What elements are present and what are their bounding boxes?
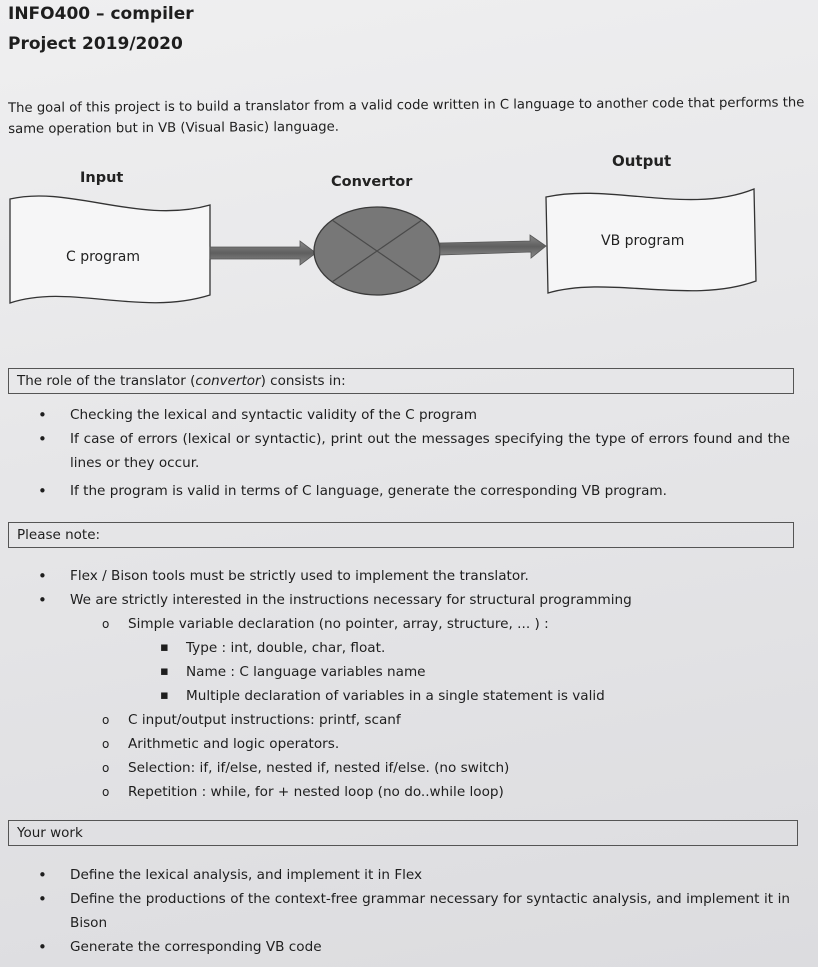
role-list bbox=[70, 403, 790, 503]
note-subsublist bbox=[186, 636, 786, 708]
role-section-header bbox=[8, 368, 794, 394]
list-item: o Repetition : while, for + nested loop (no do..while loop) bbox=[128, 780, 788, 804]
list-item: • Flex / Bison tools must be strictly used to implement the translator. bbox=[70, 564, 790, 588]
list-item: • Generate the corresponding VB code bbox=[70, 935, 790, 959]
arrow-to-convertor bbox=[210, 241, 316, 265]
input-box-text: C program bbox=[66, 249, 140, 265]
list-item: ▪ Type : int, double, char, float. bbox=[186, 636, 786, 660]
role-title-suffix: ) consists in: bbox=[260, 373, 346, 389]
list-item: ▪ Name : C language variables name bbox=[186, 660, 786, 684]
note-sublist bbox=[128, 612, 788, 636]
note-section-header: Please note: bbox=[8, 522, 794, 548]
input-label: Input bbox=[80, 170, 124, 186]
list-item: • If the program is valid in terms of C language, generate the corresponding VB program. bbox=[70, 479, 790, 503]
list-item: o Arithmetic and logic operators. bbox=[128, 732, 788, 756]
list-item: ▪ Multiple declaration of variables in a single statement is valid bbox=[186, 684, 786, 708]
output-box-text: VB program bbox=[601, 233, 685, 249]
work-list bbox=[70, 863, 790, 959]
intro-paragraph: The goal of this project is to build a translator from a valid code written in C language to another code that performs the same operation but in VB (Visual Basic) language. bbox=[8, 95, 805, 137]
list-item: o C input/output instructions: printf, scanf bbox=[128, 708, 788, 732]
list-item: • We are strictly interested in the instructions necessary for structural programming bbox=[70, 588, 790, 612]
list-item: o Selection: if, if/else, nested if, nested if/else. (no switch) bbox=[128, 756, 788, 780]
role-title-prefix: The role of the translator ( bbox=[17, 373, 196, 389]
translator-diagram bbox=[0, 145, 818, 315]
list-item: o Simple variable declaration (no pointer, array, structure, ... ) : bbox=[128, 612, 788, 636]
list-item: • Define the lexical analysis, and implement it in Flex bbox=[70, 863, 790, 887]
note-sublist-continued bbox=[128, 708, 788, 804]
work-section-header: Your work bbox=[8, 820, 798, 846]
role-title-emphasis: convertor bbox=[195, 373, 261, 389]
list-item: • Checking the lexical and syntactic validity of the C program bbox=[70, 403, 790, 427]
convertor-label: Convertor bbox=[331, 174, 413, 190]
note-list bbox=[70, 564, 790, 612]
project-year: Project 2019/2020 bbox=[8, 34, 183, 54]
list-item: • If case of errors (lexical or syntactic), print out the messages specifying the type of errors found and the lines or they occur. bbox=[70, 427, 790, 475]
list-item: • Define the productions of the context-free grammar necessary for syntactic analysis, and implement it in Bison bbox=[70, 887, 790, 935]
arrow-to-output bbox=[440, 235, 546, 258]
output-label: Output bbox=[612, 152, 672, 170]
course-title: INFO400 – compiler bbox=[8, 4, 194, 24]
